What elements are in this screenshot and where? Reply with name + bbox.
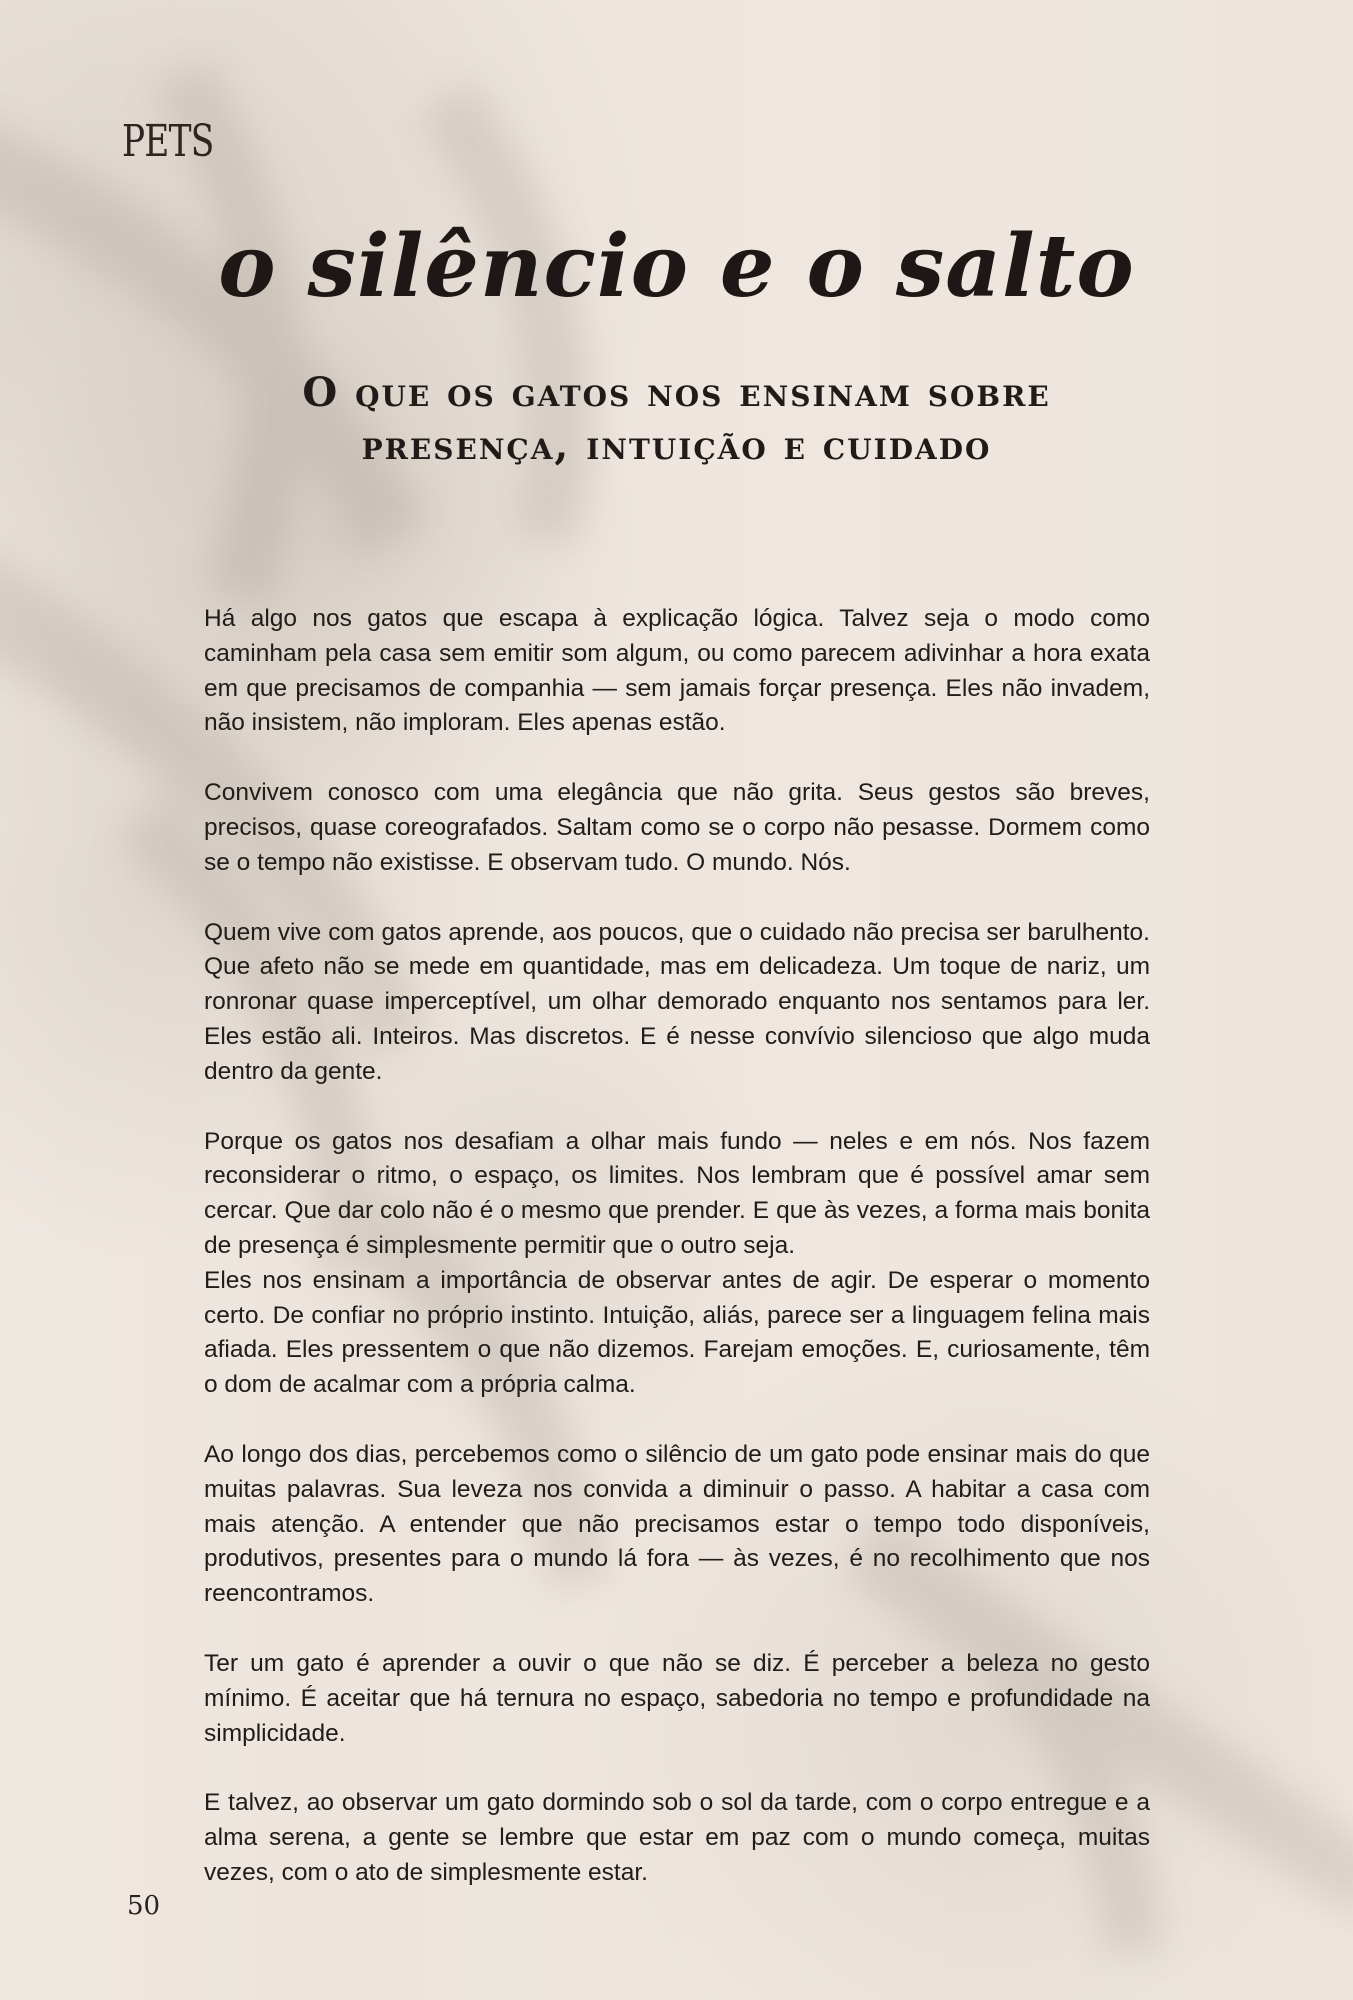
- article-paragraph-6: Ao longo dos dias, percebemos como o silêncio de um gato pode ensinar mais do que muitas palavras. Sua leveza nos convida a diminuir o passo. A habitar a casa com mais atenção. A entender que não precisamos estar o tempo todo disponíveis, produtivos, presentes para o mundo lá fora — às vezes, é no recolhimento que nos reencontramos.: [204, 1440, 1150, 1608]
- article-subtitle-line-1: O que os gatos nos ensinam sobre: [302, 369, 1051, 416]
- page-number: 50: [127, 1891, 161, 1921]
- article-title: o silêncio e o salto: [218, 216, 1135, 317]
- article-paragraph-3: Quem vive com gatos aprende, aos poucos, que o cuidado não precisa ser barulhento. Que afeto não se mede em quantidade, mas em delicadeza. Um toque de nariz, um ronronar quase imperceptível, um olhar demorado enquanto nos sentamos para ler. Eles estão ali. Inteiros. Mas discretos. E é nesse convívio silencioso que algo muda dentro da gente.: [204, 918, 1150, 1085]
- article-paragraph-7: Ter um gato é aprender a ouvir o que não se diz. É perceber a beleza no gesto mínimo. É aceitar que há ternura no espaço, sabedoria no tempo e profundidade na simplicidade.: [204, 1649, 1150, 1747]
- article-paragraph-8: E talvez, ao observar um gato dormindo sob o sol da tarde, com o corpo entregue e a alma serena, a gente se lembre que estar em paz com o mundo começa, muitas vezes, com o ato de simplesmente estar.: [204, 1789, 1150, 1886]
- section-label: PETS: [122, 116, 214, 167]
- article-paragraph-5: Eles nos ensinam a importância de observar antes de agir. De esperar o momento certo. De confiar no próprio instinto. Intuição, aliás, parece ser a linguagem felina mais afiada. Eles pressentem o que não dizemos. Farejam emoções. E, curiosamente, têm o dom de acalmar com a própria calma.: [204, 1266, 1150, 1399]
- article-paragraph-2: Convivem conosco com uma elegância que não grita. Seus gestos são breves, precisos, quase coreografados. Saltam como se o corpo não pesasse. Dormem como se o tempo não existisse. E observam tudo. O mundo. Nós.: [204, 779, 1150, 876]
- article-subtitle: [200, 366, 1153, 472]
- article-paragraph-4: Porque os gatos nos desafiam a olhar mais fundo — neles e em nós. Nos fazem reconsiderar o ritmo, o espaço, os limites. Nos lembram que é possível amar sem cercar. Que dar colo não é o mesmo que prender. E que às vezes, a forma mais bonita de presença é simplesmente permitir que o outro seja.: [204, 1127, 1150, 1259]
- article-paragraph-1: Há algo nos gatos que escapa à explicação lógica. Talvez seja o modo como caminham pela casa sem emitir som algum, ou como parecem adivinhar a hora exata em que precisamos de companhia — sem jamais forçar presença. Eles não invadem, não insistem, não imploram. Eles apenas estão.: [204, 605, 1150, 737]
- article-body: [204, 602, 1150, 1891]
- article-subtitle-line-2: presença, intuição e cuidado: [361, 422, 992, 469]
